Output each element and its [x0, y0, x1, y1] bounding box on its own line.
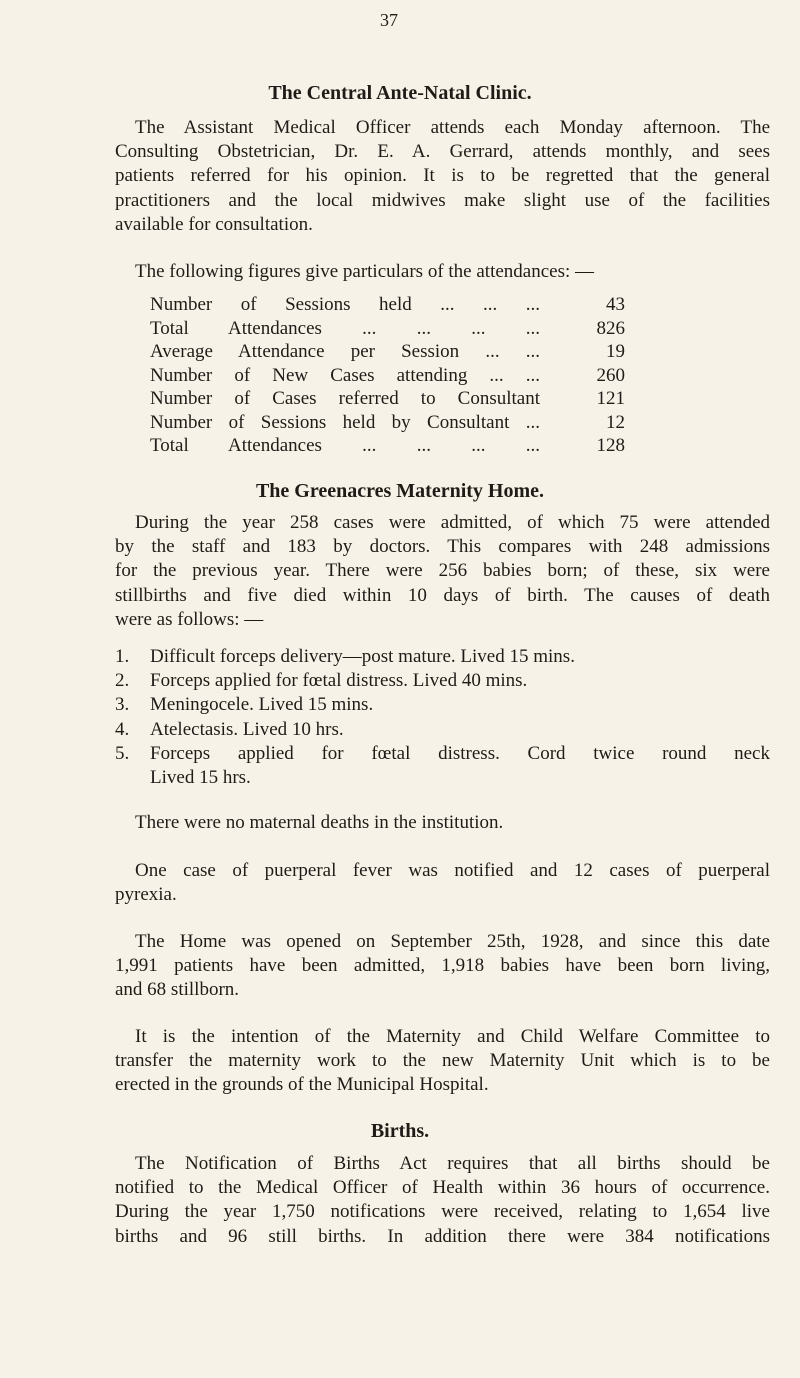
committee-intention-paragraph [115, 1025, 770, 1098]
row-label: Average Attendance per Session ... ... [150, 341, 540, 362]
figures-intro [115, 260, 770, 284]
table-row [150, 364, 625, 388]
list-item [115, 742, 770, 766]
clinic-intro-paragraph [115, 116, 770, 237]
text-line: erected in the grounds of the Municipal Hospital. [115, 1074, 489, 1096]
text-line: The Assistant Medical Officer attends each Monday afternoon. The [135, 117, 770, 138]
text-line: births and 96 still births. In addition there were 384 notifications [115, 1225, 770, 1247]
item-number: 2. [115, 670, 130, 692]
item-number: 4. [115, 718, 130, 740]
home-history-paragraph [115, 930, 770, 1003]
text-line: patients referred for his opinion. It is to be regretted that the general [115, 165, 770, 187]
maternal-deaths-paragraph [115, 811, 770, 835]
table-row [150, 317, 625, 341]
item-number: 3. [115, 694, 130, 716]
list-item [115, 669, 770, 693]
text-line: stillbirths and five died within 10 days of birth. The causes of death [115, 584, 770, 606]
text-line: by the staff and 183 by doctors. This compares with 248 admissions [115, 536, 770, 558]
text-line: available for consultation. [115, 213, 313, 235]
text-line: transfer the maternity work to the new Maternity Unit which is to be [115, 1050, 770, 1072]
row-value: 43 [606, 294, 625, 315]
row-label: Total Attendances ... ... ... ... [150, 317, 540, 339]
table-row [150, 434, 625, 458]
text-line: notified to the Medical Officer of Health within 36 hours of occurrence. [115, 1177, 770, 1199]
row-label: Number of Sessions held by Consultant ... [150, 411, 540, 433]
table-row [150, 293, 625, 317]
home-admissions-paragraph [115, 511, 770, 632]
text-line: and 68 stillborn. [115, 979, 240, 1001]
row-value: 128 [596, 435, 625, 456]
list-item [115, 645, 770, 669]
spacer [115, 766, 150, 790]
text-line: 1,991 patients have been admitted, 1,918 babies have been born living, [115, 955, 770, 977]
list-item-continuation [115, 766, 770, 790]
table-row [150, 411, 625, 435]
list-item [115, 718, 770, 742]
text-line: practitioners and the local midwives make slight use of the facilities [115, 189, 770, 211]
row-value: 121 [596, 388, 625, 409]
attendance-table [150, 293, 625, 458]
item-text: Meningocele. Lived 15 mins. [150, 694, 374, 716]
section-title-home: The Greenacres Maternity Home. [255, 480, 545, 502]
row-label: Number of Cases referred to Consultant [150, 388, 540, 409]
text-line: During the year 258 cases were admitted, of which 75 were attended [135, 512, 770, 533]
text-line: During the year 1,750 notifications were received, relating to 1,654 live [115, 1201, 770, 1223]
text-line: for the previous year. There were 256 babies born; of these, six were [115, 560, 770, 582]
item-text: Forceps applied for fœtal distress. Cord twice round neck [150, 742, 770, 764]
text-line: pyrexia. [115, 884, 177, 906]
row-label: Number of Sessions held ... ... ... [150, 294, 540, 315]
text-line: One case of puerperal fever was notified and 12 cases of puerperal [135, 860, 770, 881]
text-line: The following figures give particulars of the attendances: — [135, 261, 595, 282]
item-number: 1. [115, 646, 130, 667]
row-label: Number of New Cases attending ... ... [150, 364, 540, 386]
text-line: There were no maternal deaths in the institution. [135, 812, 504, 833]
births-paragraph [115, 1152, 770, 1249]
text-line: It is the intention of the Maternity and Child Welfare Committee to [135, 1026, 770, 1047]
item-text: Difficult forceps delivery—post mature. Lived 15 mins. [150, 646, 575, 667]
row-value: 19 [606, 341, 625, 362]
row-value: 826 [596, 317, 625, 339]
item-text: Lived 15 hrs. [150, 766, 251, 788]
row-label: Total Attendances ... ... ... ... [150, 435, 540, 456]
item-text: Atelectasis. Lived 10 hrs. [150, 718, 344, 740]
section-title-clinic: The Central Ante-Natal Clinic. [268, 82, 532, 104]
text-line: The Notification of Births Act requires that all births should be [135, 1153, 770, 1174]
text-line: The Home was opened on September 25th, 1928, and since this date [135, 931, 770, 952]
row-value: 12 [606, 411, 625, 433]
puerperal-fever-paragraph [115, 859, 770, 907]
causes-of-death-list [115, 645, 770, 790]
section-title-births: Births. [370, 1120, 430, 1142]
text-line: were as follows: — [115, 608, 264, 630]
table-row [150, 340, 625, 364]
page-number: 37 [380, 10, 398, 30]
item-number: 5. [115, 742, 130, 764]
item-text: Forceps applied for fœtal distress. Lived 40 mins. [150, 670, 528, 692]
row-value: 260 [596, 364, 625, 386]
list-item [115, 693, 770, 717]
text-line: Consulting Obstetrician, Dr. E. A. Gerrard, attends monthly, and sees [115, 141, 770, 163]
table-row [150, 387, 625, 411]
